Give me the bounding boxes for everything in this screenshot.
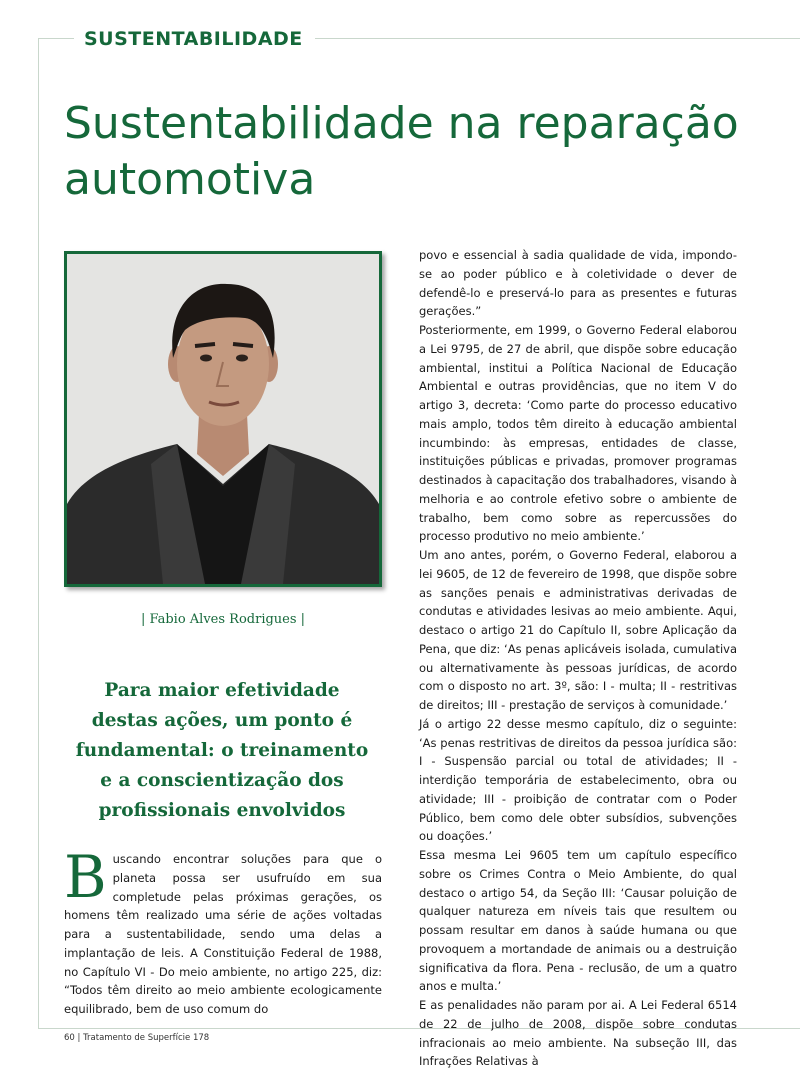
paragraph <box>64 843 382 1019</box>
paragraph: E as penalidades não param por ai. A Lei Federal 6514 de 22 de julho de 2008, dispõe sobre condutas infracionais ao meio ambiente. Na subseção III, das Infrações Relativas à <box>419 998 737 1069</box>
paragraph-text: uscando encontrar soluções para que o planeta possa ser usufruído em sua completude pelas próximas gerações, os homens têm realizado uma série de ações voltadas para a sustentabilidade, sendo uma delas a implantação de leis. A Constituição Federal de 1988, no Capítulo VI - Do meio ambiente, no artigo 225, diz: “Todos têm direito ao meio ambiente ecologicamente equilibrado, bem de uso comum do <box>64 852 382 1016</box>
pull-quote: Para maior efetividade destas ações, um ponto é fundamental: o treinamento e a conscientização dos profissionais envolvidos <box>75 680 369 821</box>
author-photo <box>64 251 382 587</box>
page-footer: 60 | Tratamento de Superfície 178 <box>64 1033 210 1043</box>
article-title: Sustentabilidade na reparação automotiva <box>64 98 739 205</box>
left-column <box>64 843 382 1019</box>
paragraph: Posteriormente, em 1999, o Governo Federal elaborou a Lei 9795, de 27 de abril, que dispõe sobre educação ambiental, institui a Política Nacional de Educação Ambiental e outras providências, que no item V do artigo 3, decreta: ‘Como parte do processo educativo mais amplo, todos têm direito à educação ambiental incumbindo: às empresas, entidades de classe, instituições públicas e privadas, promover programas destinados à capacitação dos trabalhadores, visando à melhoria e ao controle efetivo sobre o ambiente de trabalho, bem como sobre as repercussões do processo produtivo no meio ambiente.’ <box>419 323 737 544</box>
paragraph: Um ano antes, porém, o Governo Federal, elaborou a lei 9605, de 12 de fevereiro de 1998, que dispõe sobre as sanções penais e administrativas derivadas de condutas e atividades lesivas ao meio ambiente. Aqui, destaco o artigo 21 do Capítulo II, sobre Aplicação da Pena, que diz: ‘As penas aplicáveis isolada, cumulativa ou alternativamente às pessoas jurídicas, de acordo com o disposto no art. 3º, são: I - multa; II - restritivas de direitos; III - prestação de serviços à comunidade.’ <box>419 548 737 712</box>
section-label: SUSTENTABILIDADE <box>74 26 315 52</box>
paragraph: Já o artigo 22 desse mesmo capítulo, diz o seguinte: ‘As penas restritivas de direitos da pessoa jurídica são: I - Suspensão parcial ou total de atividades; II - interdição temporária de estabelecimento, obra ou atividade; III - proibição de contratar com o Poder Público, bem como dele obter subsídios, subvenções ou doações.’ <box>419 716 737 844</box>
frame-left-rule <box>38 38 39 1028</box>
paragraph: Essa mesma Lei 9605 tem um capítulo específico sobre os Crimes Contra o Meio Ambiente, do qual destaco o artigo 54, da Seção III: ‘Causar poluição de qualquer natureza em níveis tais que resultem ou possam resultar em danos à saúde humana ou que provoquem a mortandade de animais ou a destruição significativa da flora. Pena - reclusão, de um a quatro anos e multa.’ <box>419 848 737 994</box>
photo-caption: | Fabio Alves Rodrigues | <box>140 612 306 627</box>
paragraph: povo e essencial à sadia qualidade de vida, impondo-se ao poder público e à coletividade o dever de defendê-lo e preservá-lo para as presentes e futuras gerações.” <box>419 248 737 319</box>
right-column <box>419 246 737 1071</box>
drop-cap: B <box>64 843 107 911</box>
